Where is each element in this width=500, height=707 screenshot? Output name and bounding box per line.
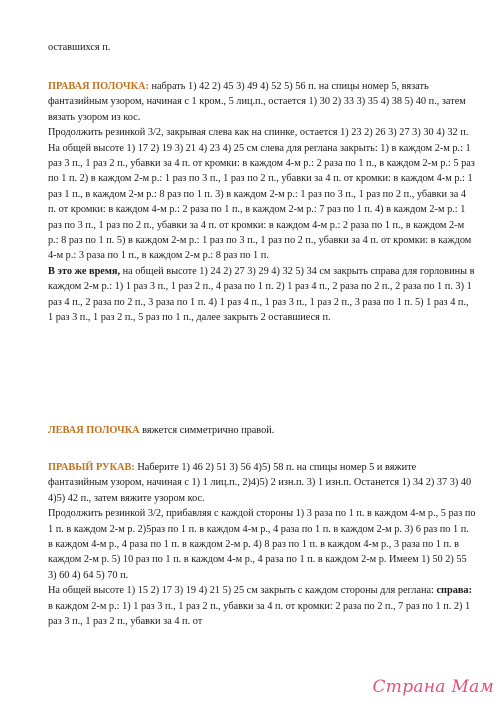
right-sleeve-paragraph-3 (48, 583, 476, 629)
left-front-heading: ЛЕВАЯ ПОЛОЧКА (48, 425, 140, 436)
right-front-paragraph-2: Продолжить резинкой 3/2, закрывая слева как на спинке, остается 1) 23 2) 26 3) 27 3) 30 4) 32 п. (48, 127, 469, 139)
raglan-start-text: На общей высоте 1) 15 2) 17 3) 19 4) 21 5) 25 см закрыть с каждом стороны для реглана: (48, 585, 437, 597)
right-sleeve-heading: ПРАВЫЙ РУКАВ: (48, 462, 135, 473)
left-front-text: вяжется симметрично правой. (139, 425, 275, 436)
right-front-paragraph-1 (48, 79, 476, 125)
right-front-cast-on-text: набрать 1) 42 2) 45 3) 49 4) 52 5) 56 п. на спицы номер 5, вязать фантазийным узором, начиная с 1 кром., 5 лиц.п., остается 1) 30 2) 33 3) 35 4) 38 5) 40 п., затем вязать узором из кос. (48, 81, 466, 123)
neckline-text: на общей высоте 1) 24 2) 27 3) 29 4) 32 5) 34 см закрыть справа для горловины в каждом 2-м р.: 1) 1 раз 3 п., 1 раз 2 п., 4 раза по 1 п. 2) 1 раз 4 п., 2 раза по 2 п., 2 раза по 1 п. 3) 1 раз 4 п., 2 раза по 2 п., 3 раза по 1 п. 4) 1 раз 4 п., 1 раз 3 п., 1 раз 2 п., 3 раза по 1 п. 5) 1 раз 4 п., 1 раз 3 п., 1 раз 2 п., 5 раз по 1 п., далее закрыть 2 оставшиеся п. (48, 265, 475, 324)
intro-line: оставшихся п. (48, 42, 111, 53)
left-front-paragraph (48, 423, 476, 438)
right-sleeve-paragraph-1 (48, 460, 476, 506)
right-front-paragraph-4 (48, 264, 476, 326)
right-front-paragraph-3: На общей высоте 1) 17 2) 19 3) 21 4) 23 4) 25 см слева для реглана закрыть: 1) в каждом 2-м р.: 1 раз 3 п., 1 раз 2 п., убавки за 4 п. от кромки: в каждом 4-м р.: 2 раза по 1 п., в каждом 2-м р.: 5 раз по 1 п. 2) в каждом 2-м р.: 1 раз по 3 п., 1 раз по 2 п., убавки за 4 п. от кромки: в каждом 4-м р.: 1 раз 1 п., в каждом 2-м р.: 8 раз по 1 п. 3) в каждом 2-м р.: 1 раз по 3 п., 1 раз по 2 п., убавки за 4 п. от кромки: в каждом 4-м р.: 2 раза по 1 п., в каждом 2-м р.: 7 раз по 1 п. 4) в каждом 2-м р.: 1 раз по 3 п., 1 раз по 2 п., убавки за 4 п. от кромки: в каждом 4-м р.: 2 раза по 1 п., в каждом 2-м р.: 8 раз по 1 п. 5) в каждом 2-м р.: 1 раз по 3 п., 1 раз по 2 п., убавки за 4 п. от кромки: в каждом 4-м р.: 3 раза по 1 п., в каждом 2-м р.: 8 раз по 1 п. (48, 142, 475, 262)
right-side-label: справа: (436, 585, 473, 597)
right-sleeve-section (48, 460, 476, 629)
right-sleeve-paragraph-2: Продолжить резинкой 3/2, прибавляя с каждой стороны 1) 3 раза по 1 п. в каждом 4-м р., 5 раз по 1 п. в каждом 2-м р. 2)5раз по 1 п. в каждом 4-м р., 4 раза по 1 п. в каждом 2-м р. 3) 6 раз по 1 п. в каждом 4-м р., 4 раза по 1 п. в каждом 2-м р. 4) 8 раз по 1 п. в каждом 4-м р., 3 раза по 1 п. в каждом 2-м р. 5) 10 раз по 1 п. в каждом 4-м р., 4 раза по 1 п. в каждом 2-м р. Имеем 1) 50 2) 55 3) 60 4) 64 5) 70 п. (48, 508, 476, 581)
right-front-section (48, 79, 476, 326)
raglan-end-text: в каждом 2-м р.: 1) 1 раз 3 п., 1 раз 2 п., убавки за 4 п. от кромки: 2 раза по 2 п., 7 раз по 1 п. 2) 1 раз 3 п., 1 раз 2 п., убавки за 4 п. от (48, 600, 471, 628)
site-watermark: Страна Мам (372, 676, 494, 697)
right-sleeve-cast-on-text: Наберите 1) 46 2) 51 3) 56 4)5) 58 п. на спицы номер 5 и вяжите фантазийным узором, начиная с 1) 1 лиц.п., 2)4)5) 2 изн.п. 3) 1 изн.п. Останется 1) 34 2) 37 3) 40 4)5) 42 п., затем вяжите узором кос. (48, 462, 472, 504)
left-front-section (48, 423, 476, 438)
right-front-heading: ПРАВАЯ ПОЛОЧКА: (48, 81, 149, 92)
same-time-label: В это же время, (48, 265, 121, 277)
